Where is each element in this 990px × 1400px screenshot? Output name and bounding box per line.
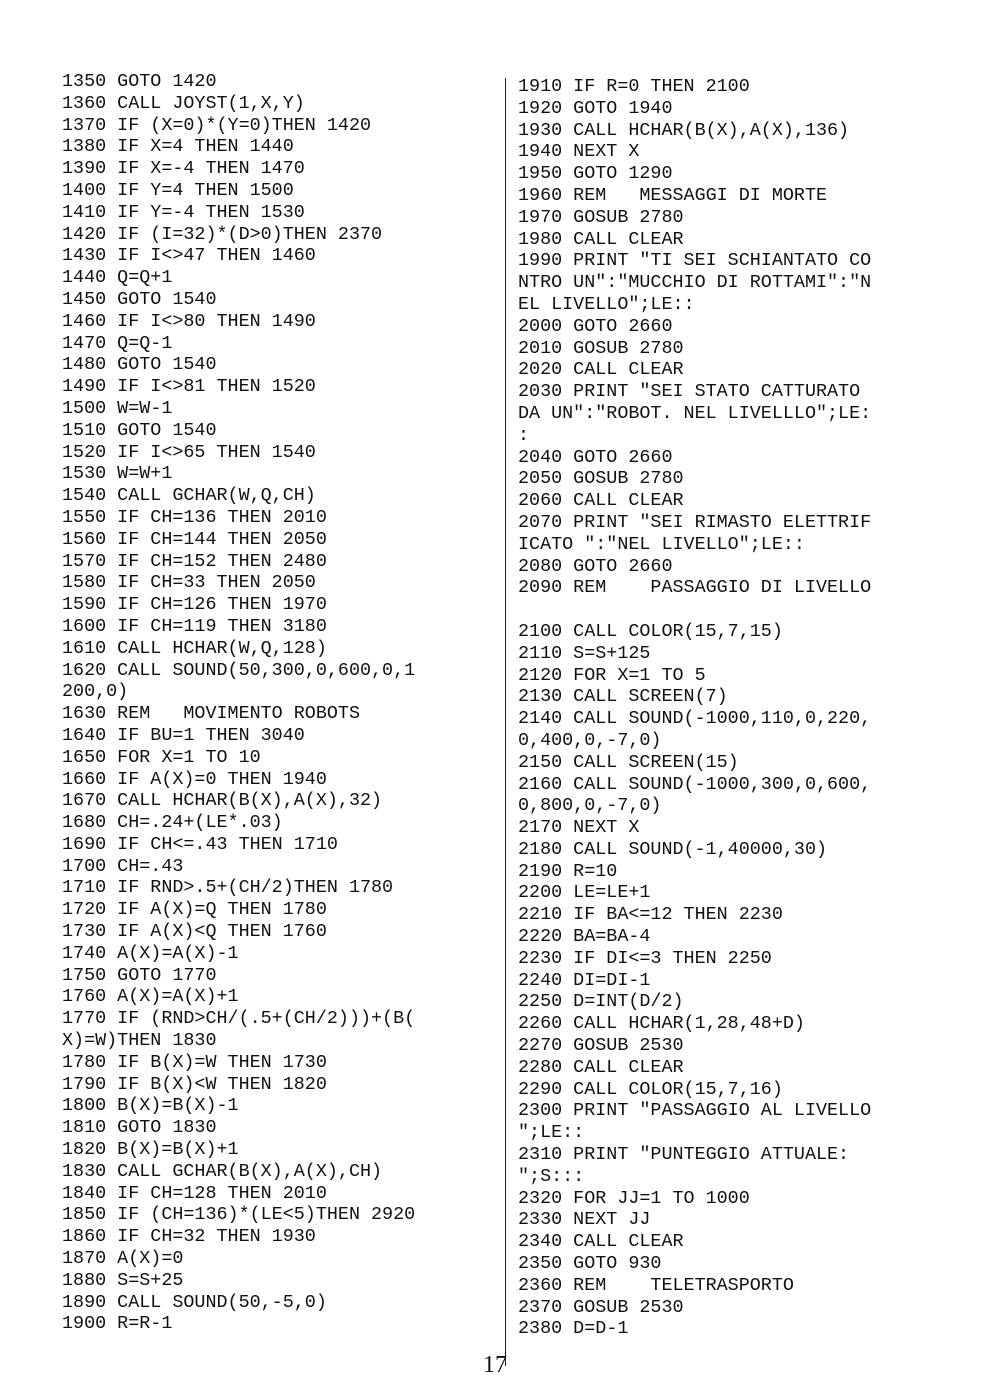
code-line: 1920 GOTO 1940 bbox=[518, 97, 673, 119]
code-line: 1570 IF CH=152 THEN 2480 bbox=[62, 550, 327, 572]
code-line: 2060 CALL CLEAR bbox=[518, 490, 684, 512]
code-line: 1940 NEXT X bbox=[518, 141, 640, 163]
code-line: 2140 CALL SOUND(-1000,110,0,220, bbox=[518, 708, 872, 730]
code-line: 1540 CALL GCHAR(W,Q,CH) bbox=[62, 485, 316, 507]
code-line: X)=W)THEN 1830 bbox=[62, 1030, 217, 1052]
code-line: 1470 Q=Q-1 bbox=[62, 332, 173, 354]
code-line bbox=[518, 599, 871, 621]
code-line: 1990 PRINT "TI SEI SCHIANTATO CO bbox=[518, 250, 872, 272]
code-line: 2340 CALL CLEAR bbox=[518, 1231, 684, 1253]
code-line: 2330 NEXT JJ bbox=[518, 1209, 651, 1231]
code-line: 2090 REM PASSAGGIO DI LIVELLO bbox=[518, 577, 872, 599]
code-line: 1530 W=W+1 bbox=[62, 463, 173, 485]
code-line: 2170 NEXT X bbox=[518, 817, 640, 839]
code-line: 1850 IF (CH=136)*(LE<5)THEN 2920 bbox=[62, 1204, 416, 1226]
code-line: EL LIVELLO";LE:: bbox=[518, 293, 695, 315]
code-line: 1890 CALL SOUND(50,-5,0) bbox=[62, 1291, 327, 1313]
code-line: 2260 CALL HCHAR(1,28,48+D) bbox=[518, 1013, 805, 1035]
code-line: 1910 IF R=0 THEN 2100 bbox=[518, 76, 750, 97]
code-line: 1510 GOTO 1540 bbox=[62, 419, 217, 441]
code-line: 2050 GOSUB 2780 bbox=[518, 468, 684, 490]
code-line: 2190 R=10 bbox=[518, 860, 618, 882]
code-line: 1400 IF Y=4 THEN 1500 bbox=[62, 179, 294, 201]
code-line: 2030 PRINT "SEI STATO CATTURATO bbox=[518, 381, 861, 403]
code-line: 200,0) bbox=[62, 681, 129, 703]
code-line: 1550 IF CH=136 THEN 2010 bbox=[62, 506, 327, 528]
code-line: 1590 IF CH=126 THEN 1970 bbox=[62, 594, 327, 616]
code-line: : bbox=[518, 424, 530, 446]
code-line: 2180 CALL SOUND(-1,40000,30) bbox=[518, 838, 828, 860]
code-line: 1810 GOTO 1830 bbox=[62, 1117, 217, 1139]
code-line: 1620 CALL SOUND(50,300,0,600,0,1 bbox=[62, 659, 416, 681]
code-line: 1710 IF RND>.5+(CH/2)THEN 1780 bbox=[62, 877, 394, 899]
code-line: 2130 CALL SCREEN(7) bbox=[518, 686, 728, 708]
code-line: 2160 CALL SOUND(-1000,300,0,600, bbox=[518, 773, 872, 795]
code-line: 1790 IF B(X)<W THEN 1820 bbox=[62, 1073, 327, 1095]
code-line: 1520 IF I<>65 THEN 1540 bbox=[62, 441, 316, 463]
code-line: 1630 REM MOVIMENTO ROBOTS bbox=[62, 703, 360, 725]
code-line: 1680 CH=.24+(LE*.03) bbox=[62, 812, 283, 834]
code-line: 1690 IF CH<=.43 THEN 1710 bbox=[62, 833, 338, 855]
code-line: 2360 REM TELETRASPORTO bbox=[518, 1274, 794, 1296]
code-line: 1780 IF B(X)=W THEN 1730 bbox=[62, 1051, 327, 1073]
code-line: 2240 DI=DI-1 bbox=[518, 969, 651, 991]
code-line: 2080 GOTO 2660 bbox=[518, 555, 673, 577]
page-number: 17 bbox=[483, 1352, 507, 1378]
code-line: 1950 GOTO 1290 bbox=[518, 163, 673, 185]
code-line: 1800 B(X)=B(X)-1 bbox=[62, 1095, 239, 1117]
code-line: 2000 GOTO 2660 bbox=[518, 315, 673, 337]
code-line: 1640 IF BU=1 THEN 3040 bbox=[62, 724, 305, 746]
code-line: 2290 CALL COLOR(15,7,16) bbox=[518, 1078, 783, 1100]
code-line: 1740 A(X)=A(X)-1 bbox=[62, 942, 239, 964]
code-line: 1460 IF I<>80 THEN 1490 bbox=[62, 310, 316, 332]
code-line: 1760 A(X)=A(X)+1 bbox=[62, 986, 239, 1008]
code-line: 1700 CH=.43 bbox=[62, 855, 184, 877]
code-line: 1420 IF (I=32)*(D>0)THEN 2370 bbox=[62, 223, 383, 245]
code-line: 2040 GOTO 2660 bbox=[518, 446, 673, 468]
code-line: 1730 IF A(X)<Q THEN 1760 bbox=[62, 921, 327, 943]
code-line: NTRO UN":"MUCCHIO DI ROTTAMI":"N bbox=[518, 272, 872, 294]
code-line: 1370 IF (X=0)*(Y=0)THEN 1420 bbox=[62, 114, 372, 136]
code-line: 0,400,0,-7,0) bbox=[518, 729, 662, 751]
code-line: 2210 IF BA<=12 THEN 2230 bbox=[518, 904, 783, 926]
code-line: 1350 GOTO 1420 bbox=[62, 71, 217, 92]
code-line: 1870 A(X)=0 bbox=[62, 1248, 184, 1270]
code-line: 1770 IF (RND>CH/(.5+(CH/2)))+(B( bbox=[62, 1008, 416, 1030]
code-line: 2320 FOR JJ=1 TO 1000 bbox=[518, 1187, 750, 1209]
code-line: 1500 W=W-1 bbox=[62, 397, 173, 419]
code-line: 1830 CALL GCHAR(B(X),A(X),CH) bbox=[62, 1160, 383, 1182]
code-line: 1580 IF CH=33 THEN 2050 bbox=[62, 572, 316, 594]
code-line: ";LE:: bbox=[518, 1122, 585, 1144]
code-line: ";S::: bbox=[518, 1165, 585, 1187]
code-line: 1670 CALL HCHAR(B(X),A(X),32) bbox=[62, 790, 383, 812]
code-line: 2370 GOSUB 2530 bbox=[518, 1296, 684, 1318]
code-line: DA UN":"ROBOT. NEL LIVELLLO";LE: bbox=[518, 402, 872, 424]
code-line: 1380 IF X=4 THEN 1440 bbox=[62, 136, 294, 158]
code-line: 2100 CALL COLOR(15,7,15) bbox=[518, 620, 783, 642]
code-line: 1660 IF A(X)=0 THEN 1940 bbox=[62, 768, 327, 790]
code-line: 2220 BA=BA-4 bbox=[518, 926, 651, 948]
code-line: 2120 FOR X=1 TO 5 bbox=[518, 664, 706, 686]
code-line: 2070 PRINT "SEI RIMASTO ELETTRIF bbox=[518, 511, 872, 533]
code-line: 1960 REM MESSAGGI DI MORTE bbox=[518, 184, 828, 206]
code-line: 2280 CALL CLEAR bbox=[518, 1056, 684, 1078]
code-line: 2350 GOTO 930 bbox=[518, 1253, 662, 1275]
code-line: 1720 IF A(X)=Q THEN 1780 bbox=[62, 899, 327, 921]
code-line: 1880 S=S+25 bbox=[62, 1269, 184, 1291]
code-line: 1390 IF X=-4 THEN 1470 bbox=[62, 158, 305, 180]
code-line: ICATO ":"NEL LIVELLO";LE:: bbox=[518, 533, 805, 555]
code-line: 1440 Q=Q+1 bbox=[62, 267, 173, 289]
code-line: 1360 CALL JOYST(1,X,Y) bbox=[62, 92, 305, 114]
code-line: 2020 CALL CLEAR bbox=[518, 359, 684, 381]
code-line: 1840 IF CH=128 THEN 2010 bbox=[62, 1182, 327, 1204]
code-line: 1600 IF CH=119 THEN 3180 bbox=[62, 615, 327, 637]
code-line: 1750 GOTO 1770 bbox=[62, 964, 217, 986]
code-line: 1430 IF I<>47 THEN 1460 bbox=[62, 245, 316, 267]
code-line: 2110 S=S+125 bbox=[518, 642, 651, 664]
code-line: 2270 GOSUB 2530 bbox=[518, 1035, 684, 1057]
code-line: 1480 GOTO 1540 bbox=[62, 354, 217, 376]
code-line: 2250 D=INT(D/2) bbox=[518, 991, 684, 1013]
code-line: 1560 IF CH=144 THEN 2050 bbox=[62, 528, 327, 550]
listing-column-left bbox=[62, 71, 415, 1335]
listing-column-right bbox=[518, 76, 871, 1340]
code-line: 2300 PRINT "PASSAGGIO AL LIVELLO bbox=[518, 1100, 872, 1122]
code-line: 2230 IF DI<=3 THEN 2250 bbox=[518, 947, 772, 969]
code-line: 1980 CALL CLEAR bbox=[518, 228, 684, 250]
code-line: 1900 R=R-1 bbox=[62, 1313, 173, 1335]
code-line: 2310 PRINT "PUNTEGGIO ATTUALE: bbox=[518, 1144, 850, 1166]
code-line: 1450 GOTO 1540 bbox=[62, 288, 217, 310]
code-line: 2010 GOSUB 2780 bbox=[518, 337, 684, 359]
code-line: 1410 IF Y=-4 THEN 1530 bbox=[62, 201, 305, 223]
code-line: 0,800,0,-7,0) bbox=[518, 795, 662, 817]
code-line: 2380 D=D-1 bbox=[518, 1318, 629, 1340]
code-line: 2150 CALL SCREEN(15) bbox=[518, 751, 739, 773]
code-line: 1650 FOR X=1 TO 10 bbox=[62, 746, 261, 768]
code-line: 1610 CALL HCHAR(W,Q,128) bbox=[62, 637, 327, 659]
code-line: 1860 IF CH=32 THEN 1930 bbox=[62, 1226, 316, 1248]
column-divider bbox=[505, 78, 506, 1366]
code-line: 1970 GOSUB 2780 bbox=[518, 206, 684, 228]
code-line: 2200 LE=LE+1 bbox=[518, 882, 651, 904]
code-line: 1820 B(X)=B(X)+1 bbox=[62, 1139, 239, 1161]
code-line: 1930 CALL HCHAR(B(X),A(X),136) bbox=[518, 119, 850, 141]
code-line: 1490 IF I<>81 THEN 1520 bbox=[62, 376, 316, 398]
